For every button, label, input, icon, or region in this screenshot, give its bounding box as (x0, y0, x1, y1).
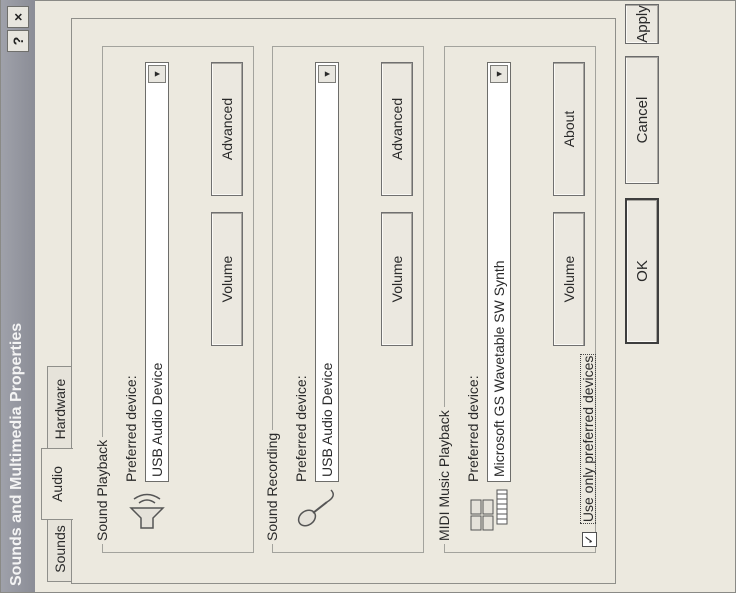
recording-advanced-button[interactable]: Advanced (381, 62, 413, 196)
tab-sounds[interactable]: Sounds (47, 516, 72, 582)
tab-audio[interactable]: Audio (41, 448, 73, 520)
midi-volume-button[interactable]: Volume (553, 212, 585, 346)
select-value: USB Audio Device (319, 362, 335, 477)
dropdown-arrow-icon[interactable]: ▼ (148, 65, 166, 83)
preferred-device-label: Preferred device: (293, 375, 309, 482)
group-title: Sound Recording (264, 430, 280, 544)
recording-device-select[interactable] (315, 62, 339, 482)
midi-about-button[interactable]: About (553, 62, 585, 196)
preferred-device-label: Preferred device: (123, 375, 139, 482)
window-title: Sounds and Multimedia Properties (8, 322, 25, 586)
dropdown-arrow-icon[interactable]: ▼ (318, 65, 336, 83)
midi-device-select[interactable] (487, 62, 511, 482)
cancel-button[interactable]: Cancel (625, 56, 659, 184)
apply-button[interactable]: Apply (625, 4, 659, 44)
use-preferred-devices-label: Use only preferred devices (580, 355, 596, 523)
playback-volume-button[interactable]: Volume (211, 212, 243, 346)
dropdown-arrow-icon[interactable]: ▼ (490, 65, 508, 83)
speaker-icon (125, 488, 169, 532)
select-value: Microsoft GS Wavetable SW Synth (491, 260, 507, 477)
use-preferred-devices-checkbox[interactable]: ✓ (582, 532, 597, 547)
playback-advanced-button[interactable]: Advanced (211, 62, 243, 196)
select-value: USB Audio Device (149, 362, 165, 477)
midi-playback-group (436, 46, 596, 553)
sound-playback-group (94, 46, 254, 553)
close-button[interactable]: × (7, 6, 29, 28)
preferred-device-label: Preferred device: (465, 375, 481, 482)
help-button[interactable]: ? (7, 30, 29, 52)
playback-device-select[interactable] (145, 62, 169, 482)
use-preferred-devices-row[interactable] (580, 354, 597, 547)
sound-recording-group (264, 46, 424, 553)
use-preferred-devices-label-wrap (580, 354, 596, 525)
recording-volume-button[interactable]: Volume (381, 212, 413, 346)
ok-button[interactable]: OK (625, 198, 659, 344)
keyboard-icon (467, 488, 511, 532)
tab-hardware[interactable]: Hardware (47, 366, 72, 452)
title-bar (1, 0, 35, 592)
group-title: MIDI Music Playback (436, 407, 452, 544)
audio-tab-panel (71, 18, 616, 584)
microphone-icon (295, 488, 339, 532)
group-title: Sound Playback (94, 437, 110, 544)
